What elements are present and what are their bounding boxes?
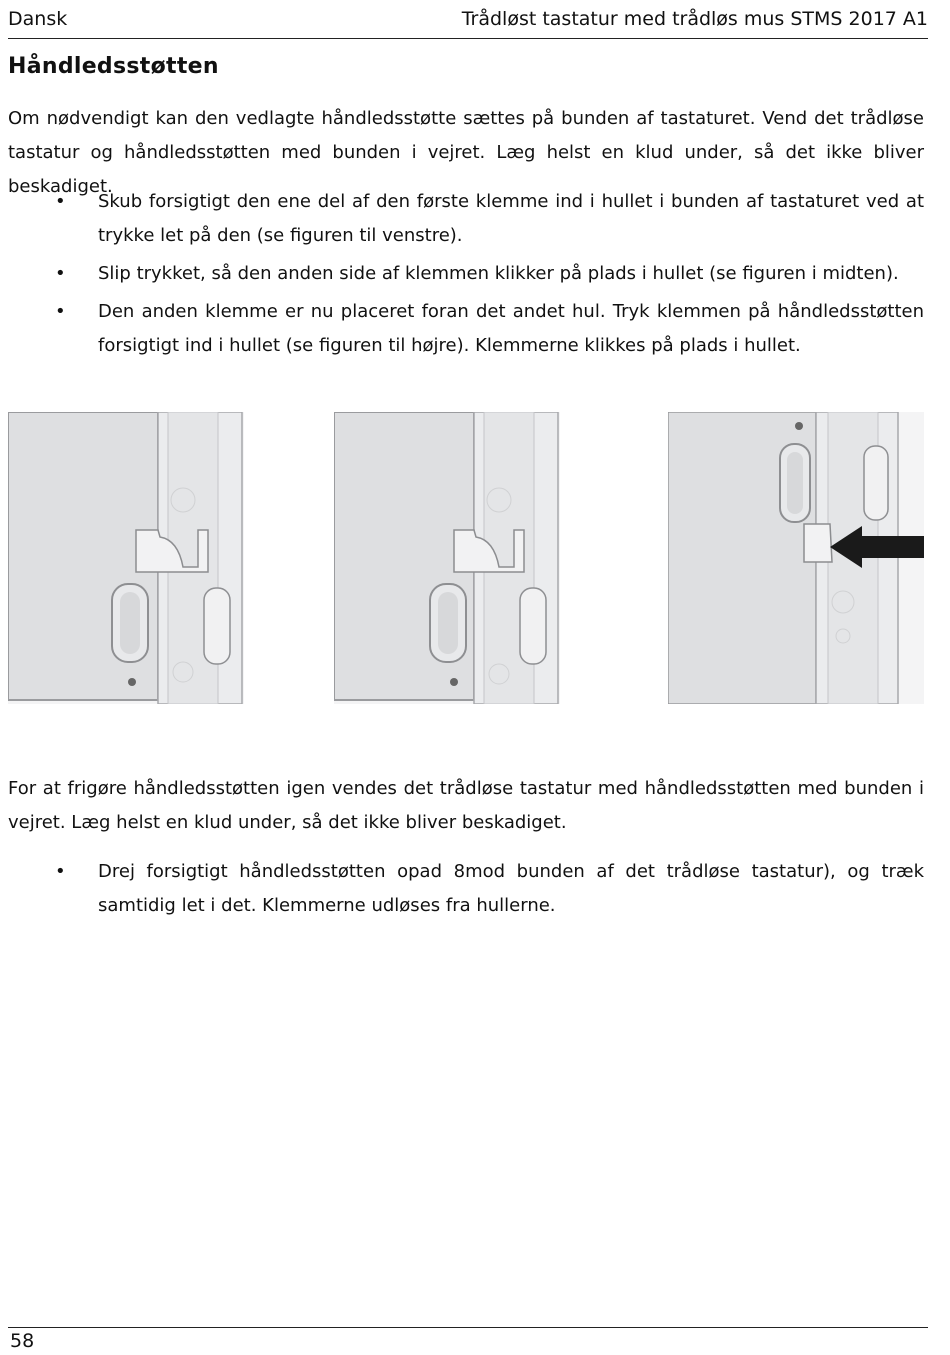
header-language: Dansk [8, 8, 68, 30]
list-item [0, 295, 924, 363]
list-item-text: Drej forsigtigt håndledsstøtten opad 8mod bunden af det trådløse tastatur), og træk samtidig let i det. Klemmerne udløses fra hullerne. [98, 861, 924, 916]
bullet-icon: • [55, 301, 66, 322]
list-item-text: Slip trykket, så den anden side af klemmen klikker på plads i hullet (se figuren i midten). [98, 263, 899, 284]
figure-middle-illustration [334, 412, 560, 704]
list-item [0, 257, 924, 291]
figure-right [668, 412, 924, 704]
intro-paragraph: Om nødvendigt kan den vedlagte håndledsstøtte sættes på bunden af tastaturet. Vend det trådløse tastatur og håndledsstøtten med bunden i vejret. Læg helst en klud under, så det ikke bliver beskadiget. [8, 108, 924, 197]
page-number: 58 [10, 1330, 35, 1352]
release-paragraph: For at frigøre håndledsstøtten igen vendes det trådløse tastatur med håndledsstøtten med bunden i vejret. Læg helst en klud under, så det ikke bliver beskadiget. [8, 778, 924, 833]
list-item-text: Skub forsigtigt den ene del af den første klemme ind i hullet i bunden af tastaturet ved at trykke let på den (se figuren til venstre). [98, 191, 924, 246]
list-item [0, 185, 924, 253]
figure-row [0, 412, 950, 704]
page-header [8, 4, 928, 39]
release-steps-list [0, 855, 924, 927]
section-title: Håndledsstøtten [8, 54, 219, 79]
bullet-icon: • [55, 263, 66, 284]
header-product-title: Trådløst tastatur med trådløs mus STMS 2017 A1 [461, 8, 928, 30]
figure-middle [334, 412, 560, 704]
page-footer [8, 1327, 928, 1352]
figure-left [8, 412, 244, 704]
attach-steps-list [0, 185, 924, 367]
list-item [0, 855, 924, 923]
figure-right-illustration [668, 412, 924, 704]
bullet-icon: • [55, 191, 66, 212]
list-item-text: Den anden klemme er nu placeret foran det andet hul. Tryk klemmen på håndledsstøtten forsigtigt ind i hullet (se figuren til højre). Klemmerne klikkes på plads i hullet. [98, 301, 924, 356]
figure-left-illustration [8, 412, 244, 704]
bullet-icon: • [55, 861, 66, 882]
